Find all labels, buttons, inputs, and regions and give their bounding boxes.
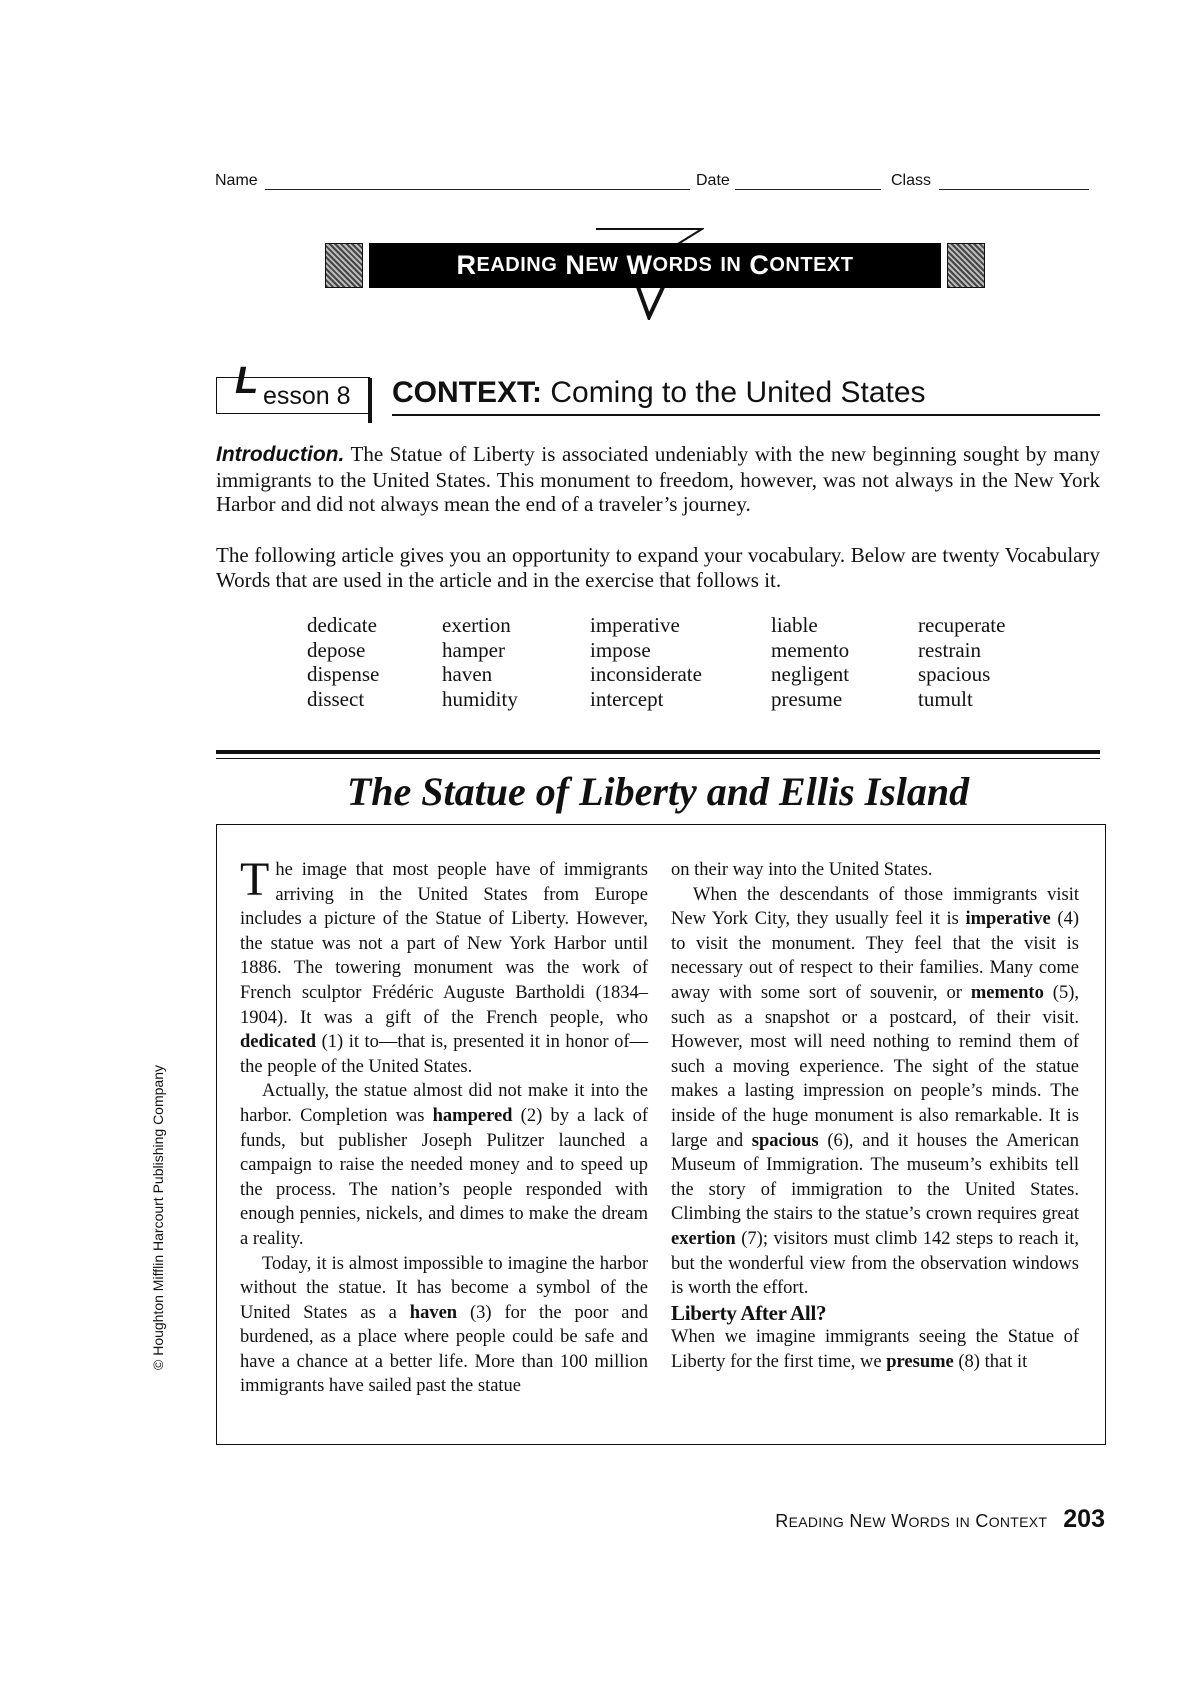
instructions-paragraph: The following article gives you an opportunity to expand your vocabulary. Below are twenty Vocabulary Words that are used in the article and in the exercise that follows it. <box>216 543 1100 592</box>
vocab-word: dedicate <box>307 613 377 637</box>
vocab-word: spacious <box>918 662 991 686</box>
vocab-highlight: hampered <box>432 1105 513 1126</box>
vocab-column-1 <box>307 613 379 711</box>
vocab-word: memento <box>771 637 850 662</box>
vocab-word: inconsiderate <box>590 662 702 686</box>
copyright-notice: © Houghton Mifflin Harcourt Publishing Company <box>150 1065 166 1370</box>
vocab-column-5 <box>918 613 1005 711</box>
banner-right-block <box>947 243 985 288</box>
vocab-word: intercept <box>590 686 664 711</box>
context-title: Coming to the United States <box>550 376 926 409</box>
class-label: Class <box>891 172 932 189</box>
vocab-word: presume <box>771 686 843 711</box>
article-paragraph: on their way into the United States. <box>671 860 933 880</box>
class-field-line[interactable] <box>939 189 1089 190</box>
vocab-highlight: presume <box>886 1351 954 1372</box>
vocab-highlight: haven <box>409 1302 458 1323</box>
article-paragraph: The image that most people have of immigrants arriving in the United States from Europe includes a picture of the Statue of Liberty. However, the statue was not a part of New York Harbor until 1886. The towering monument was the work of French sculptor Frédéric Auguste Bartholdi (1834–1904). It was a gift of the French people, who dedicated (1) it to—that is, presented it in honor of—the people of the United States. <box>240 853 648 1077</box>
vocab-word: exertion <box>442 613 511 637</box>
article-paragraph: When the descendants of those immigrants visit New York City, they usually feel it is imperative (4) to visit the monument. They feel that the visit is necessary out of respect to their families. Many come away with some sort of souvenir, or memento (5), such as a snapshot or a postcard, of their visit. However, most will need nothing to remind them of such a moving experience. The sight of the statue makes a lasting impression on people’s minds. The inside of the huge monument is also remarkable. It is large and spacious (6), and it houses the American Museum of Immigration. The museum’s exhibits tell the story of immigration to the United States. Climbing the stairs to the statue’s crown requires great exertion (7); visitors must climb 142 steps to reach it, but the wonderful view from the observation windows is worth the effort. <box>671 884 1080 1299</box>
vocab-highlight: exertion <box>671 1228 736 1249</box>
vocab-word: liable <box>771 613 818 637</box>
page-footer <box>740 1505 1105 1535</box>
banner-title: R EADING N EW W ORDS IN C ONTEXT <box>369 243 941 288</box>
vocab-highlight: imperative <box>965 909 1051 930</box>
article-paragraph: Actually, the statue almost did not make it into the harbor. Completion was hampered (2) by a lack of funds, but publisher Joseph Pulitzer launched a campaign to raise the needed money and to speed up the process. The nation’s people responded with enough pennies, nickels, and dimes to make the dream a reality. <box>240 1081 648 1249</box>
vocab-word: hamper <box>442 637 505 662</box>
date-field-line[interactable] <box>735 189 881 190</box>
article-paragraph: When we imagine immigrants seeing the Statue of Liberty for the first time, we presume (8) that it <box>671 1327 1079 1372</box>
section-divider-thin <box>216 758 1100 759</box>
vocab-highlight: dedicated <box>240 1032 317 1053</box>
article-column-right <box>671 858 1079 1374</box>
vocab-column-4 <box>771 613 849 711</box>
vocab-word: dissect <box>307 686 365 711</box>
vocab-column-3 <box>590 613 702 711</box>
vocab-word: imperative <box>590 613 680 637</box>
footer-title: READING NEW WORDS IN CONTEXT <box>775 1511 1048 1531</box>
article-paragraph: Today, it is almost impossible to imagine the harbor without the statue. It has become a symbol of the United States as a haven (3) for the poor and burdened, as a place where people could be safe and have a chance at a better life. More than 100 million immigrants have sailed past the statue <box>240 1253 648 1397</box>
vocab-highlight: spacious <box>751 1130 819 1151</box>
date-label: Date <box>696 172 730 189</box>
section-divider <box>216 750 1100 754</box>
article-column-left <box>240 853 648 1399</box>
vocab-word: dispense <box>307 662 380 686</box>
vocab-word: haven <box>442 662 493 686</box>
lesson-number: esson 8 <box>263 382 351 410</box>
vocab-column-2 <box>442 613 518 711</box>
name-label: Name <box>215 172 258 189</box>
vocab-highlight: memento <box>970 982 1044 1003</box>
vocab-word: tumult <box>918 686 973 711</box>
vocab-word: humidity <box>442 686 518 711</box>
page-number: 203 <box>1063 1505 1105 1533</box>
introduction-paragraph: Introduction. The Statue of Liberty is associated undeniably with the new beginning sought by many immigrants to the United States. This monument to freedom, however, was not always in the New York Harbor and did not always mean the end of a traveler’s journey. <box>216 442 1101 516</box>
introduction-label: Introduction. <box>216 443 345 466</box>
vocab-word: restrain <box>918 637 981 662</box>
vocab-word: negligent <box>771 662 850 686</box>
vocab-word: depose <box>307 637 366 662</box>
lesson-number-box: L esson 8 <box>216 377 370 414</box>
context-heading: CONTEXT: Coming to the United States <box>392 374 1100 416</box>
banner-left-block <box>325 243 363 288</box>
name-field-line[interactable] <box>265 189 690 190</box>
section-banner <box>325 243 985 288</box>
article-subheading: Liberty After All? <box>671 1300 827 1325</box>
vocab-word: impose <box>590 637 651 662</box>
article-title: The Statue of Liberty and Ellis Island <box>346 769 970 814</box>
drop-cap: T <box>240 853 270 906</box>
vocab-word: recuperate <box>918 613 1006 637</box>
student-info-header <box>215 170 1090 194</box>
